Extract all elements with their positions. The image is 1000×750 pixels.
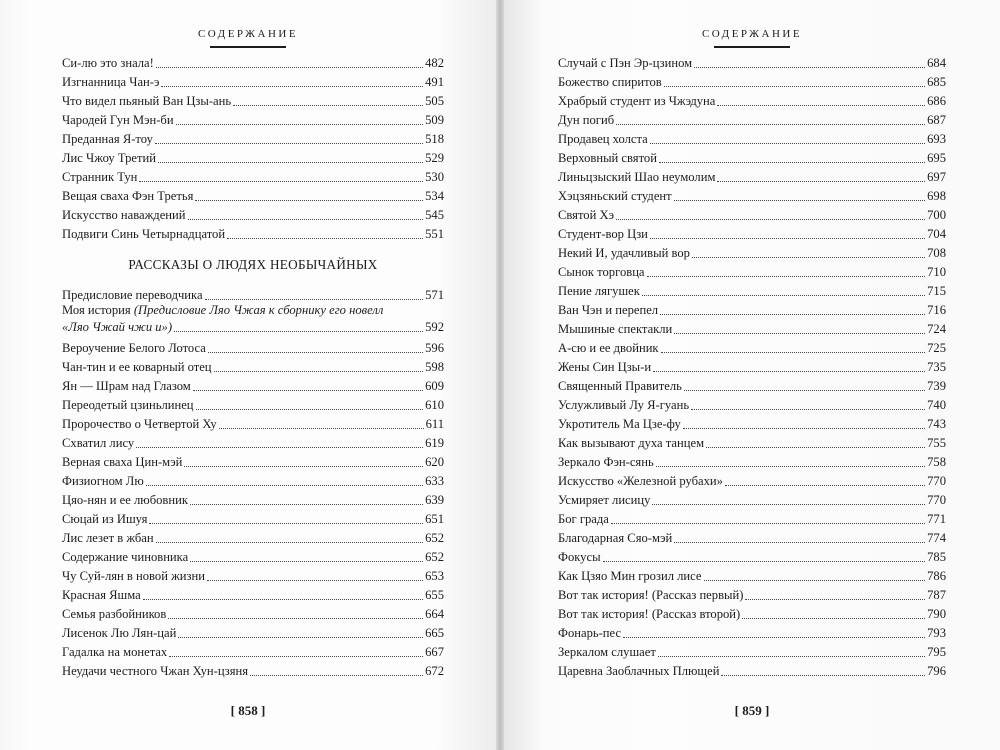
toc-page-number: 652 xyxy=(425,531,444,545)
dot-leader xyxy=(188,219,424,220)
toc-entry xyxy=(558,280,946,299)
dot-leader xyxy=(184,466,423,467)
toc-entry xyxy=(62,394,444,413)
toc-page-number: 684 xyxy=(927,56,946,70)
toc-entry-title: Линьцзыский Шао неумолим xyxy=(558,170,716,184)
dot-leader xyxy=(684,390,925,391)
dot-leader xyxy=(659,162,925,163)
toc-entry xyxy=(558,622,946,641)
toc-entry xyxy=(62,337,444,356)
dot-leader xyxy=(660,314,925,315)
toc-entry-title: Как Цзяо Мин грозил лисе xyxy=(558,569,702,583)
toc-entry xyxy=(62,109,444,128)
toc-entry xyxy=(62,375,444,394)
toc-entry xyxy=(558,375,946,394)
dot-leader xyxy=(674,333,925,334)
header-rule xyxy=(714,46,790,48)
toc-entry-title: Усмиряет лисицу xyxy=(558,493,651,507)
toc-page-number: 698 xyxy=(927,189,946,203)
toc-page-number: 725 xyxy=(927,341,946,355)
dot-leader xyxy=(176,124,424,125)
toc-entry xyxy=(558,527,946,546)
toc-entry-title: Чан-тин и ее коварный отец xyxy=(62,360,212,374)
toc-entry-note: «Ляо Чжай чжи и») xyxy=(62,320,173,334)
toc-entry xyxy=(558,223,946,242)
toc-entry-title: Зеркалом слушает xyxy=(558,645,656,659)
toc-entry xyxy=(62,546,444,565)
dot-leader xyxy=(717,105,925,106)
toc-page-number: 530 xyxy=(425,170,444,184)
toc-page-number: 716 xyxy=(927,303,946,317)
dot-leader xyxy=(227,238,423,239)
dot-leader xyxy=(146,485,423,486)
toc-entry xyxy=(62,356,444,375)
dot-leader xyxy=(653,371,925,372)
toc-entry xyxy=(558,128,946,147)
dot-leader xyxy=(219,428,424,429)
toc-entry-title: Предисловие переводчика xyxy=(62,288,203,302)
toc-entry xyxy=(558,660,946,679)
toc-entry-title: Услужливый Лу Я-гуань xyxy=(558,398,690,412)
toc-entry xyxy=(62,432,444,451)
toc-entry-title: Лис лезет в жбан xyxy=(62,531,154,545)
toc-page-number: 724 xyxy=(927,322,946,336)
toc-entry-title: Верховный святой xyxy=(558,151,657,165)
toc-page-number: 786 xyxy=(927,569,946,583)
toc-entry-line xyxy=(62,303,444,318)
toc-entry-title: Некий И, удачливый вор xyxy=(558,246,690,260)
toc-entry xyxy=(558,204,946,223)
dot-leader xyxy=(717,181,925,182)
toc-page-number: 700 xyxy=(927,208,946,222)
dot-leader xyxy=(694,67,925,68)
dot-leader xyxy=(725,485,925,486)
toc-entry xyxy=(558,603,946,622)
dot-leader xyxy=(174,331,423,332)
toc-entry-title: Сынок торговца xyxy=(558,265,645,279)
book-gutter xyxy=(496,0,504,750)
toc-page-number: 793 xyxy=(927,626,946,640)
toc-entry-title: Лис Чжоу Третий xyxy=(62,151,156,165)
dot-leader xyxy=(250,675,423,676)
toc-page-number: 653 xyxy=(425,569,444,583)
left-toc-list-top xyxy=(62,52,444,242)
dot-leader xyxy=(650,238,925,239)
toc-entry-title: Мышиные спектакли xyxy=(558,322,673,336)
dot-leader xyxy=(616,124,925,125)
toc-entry xyxy=(558,71,946,90)
dot-leader xyxy=(161,86,423,87)
toc-entry-title: Священный Правитель xyxy=(558,379,682,393)
toc-entry xyxy=(558,489,946,508)
toc-page-number: 697 xyxy=(927,170,946,184)
dot-leader xyxy=(143,599,423,600)
left-page-number: [ 858 ] xyxy=(230,703,266,718)
toc-page-number: 771 xyxy=(927,512,946,526)
toc-entry-title: Ян — Шрам над Глазом xyxy=(62,379,191,393)
toc-entry-title: Укротитель Ма Цзе-фу xyxy=(558,417,681,431)
dot-leader xyxy=(721,675,925,676)
toc-entry-title: Фокусы xyxy=(558,550,601,564)
toc-page-number: 740 xyxy=(927,398,946,412)
dot-leader xyxy=(704,580,926,581)
left-running-header: СОДЕРЖАНИЕ xyxy=(0,28,496,48)
toc-entry-title: Вот так история! (Рассказ первый) xyxy=(558,588,744,602)
toc-entry xyxy=(62,603,444,622)
toc-entry-title: Божество спиритов xyxy=(558,75,662,89)
dot-leader xyxy=(656,466,925,467)
toc-page-number: 667 xyxy=(425,645,444,659)
toc-page-number: 571 xyxy=(425,288,444,302)
toc-page-number: 672 xyxy=(425,664,444,678)
toc-entry xyxy=(62,303,444,337)
toc-entry-title: Переодетый цзиньлинец xyxy=(62,398,194,412)
toc-entry xyxy=(558,318,946,337)
toc-entry-title: Ван Чэн и перепел xyxy=(558,303,659,317)
toc-page-number: 755 xyxy=(927,436,946,450)
toc-entry-title: Неудачи честного Чжан Хун-цзяня xyxy=(62,664,249,678)
dot-leader xyxy=(745,599,925,600)
toc-entry-title: Странник Тун xyxy=(62,170,138,184)
toc-entry-title: Вот так история! (Рассказ второй) xyxy=(558,607,741,621)
toc-entry-title: Искусство «Железной рубахи» xyxy=(558,474,723,488)
toc-entry-title: Схватил лису xyxy=(62,436,135,450)
toc-entry-title: Преданная Я-тоу xyxy=(62,132,153,146)
toc-entry xyxy=(558,261,946,280)
toc-entry xyxy=(62,660,444,679)
toc-entry-title: Лисенок Лю Лян-цай xyxy=(62,626,177,640)
toc-page-number: 665 xyxy=(425,626,444,640)
toc-entry xyxy=(62,185,444,204)
dot-leader xyxy=(149,523,423,524)
section-heading: РАССКАЗЫ О ЛЮДЯХ НЕОБЫЧАЙНЫХ xyxy=(128,257,378,272)
toc-entry-title: Гадалка на монетах xyxy=(62,645,168,659)
toc-page-number: 598 xyxy=(425,360,444,374)
toc-entry xyxy=(62,90,444,109)
right-toc-column xyxy=(558,52,946,679)
toc-entry xyxy=(62,508,444,527)
toc-page-number: 787 xyxy=(927,588,946,602)
dot-leader xyxy=(616,219,925,220)
toc-page-number: 785 xyxy=(927,550,946,564)
toc-page-number: 596 xyxy=(425,341,444,355)
toc-entry xyxy=(62,147,444,166)
toc-entry-title: Пение лягушек xyxy=(558,284,640,298)
toc-page-number: 710 xyxy=(927,265,946,279)
right-toc-list xyxy=(558,52,946,679)
toc-entry-title: Бог града xyxy=(558,512,609,526)
toc-entry-title: Вещая сваха Фэн Третья xyxy=(62,189,194,203)
toc-entry-title: Зеркало Фэн-сянь xyxy=(558,455,654,469)
dot-leader xyxy=(664,86,925,87)
right-running-header: СОДЕРЖАНИЕ xyxy=(504,28,1000,48)
dot-leader xyxy=(742,618,925,619)
dot-leader xyxy=(658,656,925,657)
toc-entry-title: Что видел пьяный Ван Цзы-ань xyxy=(62,94,232,108)
toc-entry xyxy=(558,584,946,603)
dot-leader xyxy=(196,409,424,410)
toc-page-number: 796 xyxy=(927,664,946,678)
dot-leader xyxy=(156,67,423,68)
left-toc-column xyxy=(62,52,444,679)
toc-page-number: 609 xyxy=(425,379,444,393)
dot-leader xyxy=(169,656,423,657)
dot-leader xyxy=(214,371,424,372)
dot-leader xyxy=(193,390,423,391)
toc-entry xyxy=(62,413,444,432)
dot-leader xyxy=(623,637,925,638)
toc-entry xyxy=(558,546,946,565)
toc-page-number: 652 xyxy=(425,550,444,564)
dot-leader xyxy=(706,447,925,448)
dot-leader xyxy=(674,200,925,201)
toc-entry xyxy=(558,432,946,451)
toc-entry-title: Фонарь-пес xyxy=(558,626,622,640)
toc-page-number: 611 xyxy=(425,417,444,431)
toc-page-number: 774 xyxy=(927,531,946,545)
toc-entry xyxy=(558,641,946,660)
toc-page-number: 687 xyxy=(927,113,946,127)
toc-page-number: 758 xyxy=(927,455,946,469)
toc-page-number: 715 xyxy=(927,284,946,298)
toc-entry-title: Пророчество о Четвертой Ху xyxy=(62,417,217,431)
toc-entry-title: Изгнанница Чан-э xyxy=(62,75,160,89)
toc-page-number: 739 xyxy=(927,379,946,393)
toc-page-number: 491 xyxy=(425,75,444,89)
toc-entry xyxy=(558,166,946,185)
toc-entry-title: Подвиги Синь Четырнадцатой xyxy=(62,227,226,241)
toc-entry xyxy=(62,451,444,470)
toc-entry xyxy=(558,185,946,204)
dot-leader xyxy=(647,276,926,277)
toc-page-number: 708 xyxy=(927,246,946,260)
dot-leader xyxy=(168,618,423,619)
toc-entry-title: Моя история xyxy=(62,303,131,317)
dot-leader xyxy=(683,428,925,429)
toc-entry xyxy=(558,565,946,584)
toc-page-number: 770 xyxy=(927,493,946,507)
toc-entry-title: Случай с Пэн Эр-цзином xyxy=(558,56,693,70)
toc-page-number: 545 xyxy=(425,208,444,222)
dot-leader xyxy=(674,542,925,543)
toc-page-number: 534 xyxy=(425,189,444,203)
dot-leader xyxy=(208,352,423,353)
toc-page-number: 651 xyxy=(425,512,444,526)
toc-entry xyxy=(558,147,946,166)
right-page-number: [ 859 ] xyxy=(734,703,770,718)
toc-entry xyxy=(62,622,444,641)
toc-entry-title: Си-лю это знала! xyxy=(62,56,154,70)
dot-leader xyxy=(611,523,925,524)
toc-entry xyxy=(558,508,946,527)
toc-entry-title: Вероучение Белого Лотоса xyxy=(62,341,206,355)
toc-entry xyxy=(558,90,946,109)
dot-leader xyxy=(155,143,423,144)
dot-leader xyxy=(136,447,423,448)
header-rule xyxy=(210,46,286,48)
toc-page-number: 509 xyxy=(425,113,444,127)
toc-entry-title: Красная Яшма xyxy=(62,588,141,602)
toc-entry xyxy=(62,71,444,90)
dot-leader xyxy=(661,352,926,353)
toc-page-number: 592 xyxy=(425,320,444,334)
toc-page-number: 619 xyxy=(425,436,444,450)
dot-leader xyxy=(195,200,423,201)
toc-entry xyxy=(62,204,444,223)
toc-entry xyxy=(62,527,444,546)
dot-leader xyxy=(603,561,926,562)
toc-entry-title: Как вызывают духа танцем xyxy=(558,436,705,450)
toc-page-number: 655 xyxy=(425,588,444,602)
dot-leader xyxy=(233,105,423,106)
toc-entry-title: Сюцай из Ишуя xyxy=(62,512,148,526)
toc-page-number: 686 xyxy=(927,94,946,108)
toc-entry-title: Семья разбойников xyxy=(62,607,167,621)
dot-leader xyxy=(178,637,423,638)
dot-leader xyxy=(139,181,423,182)
toc-entry-title: Студент-вор Цзи xyxy=(558,227,648,241)
toc-entry xyxy=(558,52,946,71)
dot-leader xyxy=(205,299,424,300)
dot-leader xyxy=(692,257,925,258)
toc-page-number: 551 xyxy=(425,227,444,241)
toc-entry-title: Продавец холста xyxy=(558,132,648,146)
toc-entry xyxy=(558,337,946,356)
toc-entry xyxy=(558,413,946,432)
dot-leader xyxy=(652,504,925,505)
toc-page-number: 633 xyxy=(425,474,444,488)
toc-entry xyxy=(62,641,444,660)
toc-entry xyxy=(558,394,946,413)
toc-entry xyxy=(62,223,444,242)
toc-entry xyxy=(62,489,444,508)
toc-entry-title: Физиогном Лю xyxy=(62,474,144,488)
toc-entry xyxy=(558,299,946,318)
toc-entry-title: Чу Суй-лян в новой жизни xyxy=(62,569,205,583)
toc-entry xyxy=(62,584,444,603)
toc-entry-line xyxy=(62,318,444,335)
toc-page-number: 770 xyxy=(927,474,946,488)
toc-page-number: 639 xyxy=(425,493,444,507)
toc-entry xyxy=(62,565,444,584)
toc-page-number: 664 xyxy=(425,607,444,621)
toc-page-number: 743 xyxy=(927,417,946,431)
toc-entry xyxy=(558,356,946,375)
toc-page-number: 735 xyxy=(927,360,946,374)
toc-page-number: 610 xyxy=(425,398,444,412)
toc-entry-title: Благодарная Сяо-мэй xyxy=(558,531,673,545)
toc-entry-title: Цяо-нян и ее любовник xyxy=(62,493,188,507)
toc-entry-title: Верная сваха Цин-мэй xyxy=(62,455,183,469)
toc-page-number: 518 xyxy=(425,132,444,146)
toc-entry-title: Содержание чиновника xyxy=(62,550,189,564)
dot-leader xyxy=(190,561,423,562)
dot-leader xyxy=(691,409,925,410)
toc-entry xyxy=(62,470,444,489)
left-toc-list-bottom xyxy=(62,284,444,679)
toc-entry-title: Хэцзяньский студент xyxy=(558,189,672,203)
dot-leader xyxy=(642,295,925,296)
toc-page-number: 704 xyxy=(927,227,946,241)
toc-page-number: 685 xyxy=(927,75,946,89)
toc-entry-title: Храбрый студент из Чжэдуна xyxy=(558,94,716,108)
left-page xyxy=(0,0,496,750)
toc-page-number: 505 xyxy=(425,94,444,108)
toc-entry-title: Жены Син Цзы-и xyxy=(558,360,652,374)
toc-entry xyxy=(558,242,946,261)
toc-page-number: 695 xyxy=(927,151,946,165)
right-page xyxy=(504,0,1000,750)
dot-leader xyxy=(650,143,925,144)
toc-page-number: 482 xyxy=(425,56,444,70)
toc-entry-title: Святой Хэ xyxy=(558,208,614,222)
toc-page-number: 795 xyxy=(927,645,946,659)
toc-entry xyxy=(558,109,946,128)
toc-entry xyxy=(558,470,946,489)
toc-entry-title: А-сю и ее двойник xyxy=(558,341,659,355)
toc-entry xyxy=(62,284,444,303)
toc-entry xyxy=(62,166,444,185)
dot-leader xyxy=(156,542,423,543)
toc-page-number: 790 xyxy=(927,607,946,621)
toc-page-number: 529 xyxy=(425,151,444,165)
toc-page-number: 620 xyxy=(425,455,444,469)
toc-entry xyxy=(62,52,444,71)
toc-entry-title: Царевна Заоблачных Плющей xyxy=(558,664,720,678)
toc-entry-note: (Предисловие Ляо Чжая к сборнику его новелл xyxy=(133,303,384,317)
toc-entry-title: Чародей Гун Мэн-би xyxy=(62,113,174,127)
toc-entry xyxy=(62,128,444,147)
toc-entry-title: Искусство наваждений xyxy=(62,208,186,222)
dot-leader xyxy=(190,504,423,505)
toc-entry xyxy=(558,451,946,470)
dot-leader xyxy=(158,162,423,163)
toc-entry-title: Дун погиб xyxy=(558,113,615,127)
dot-leader xyxy=(207,580,423,581)
toc-page-number: 693 xyxy=(927,132,946,146)
